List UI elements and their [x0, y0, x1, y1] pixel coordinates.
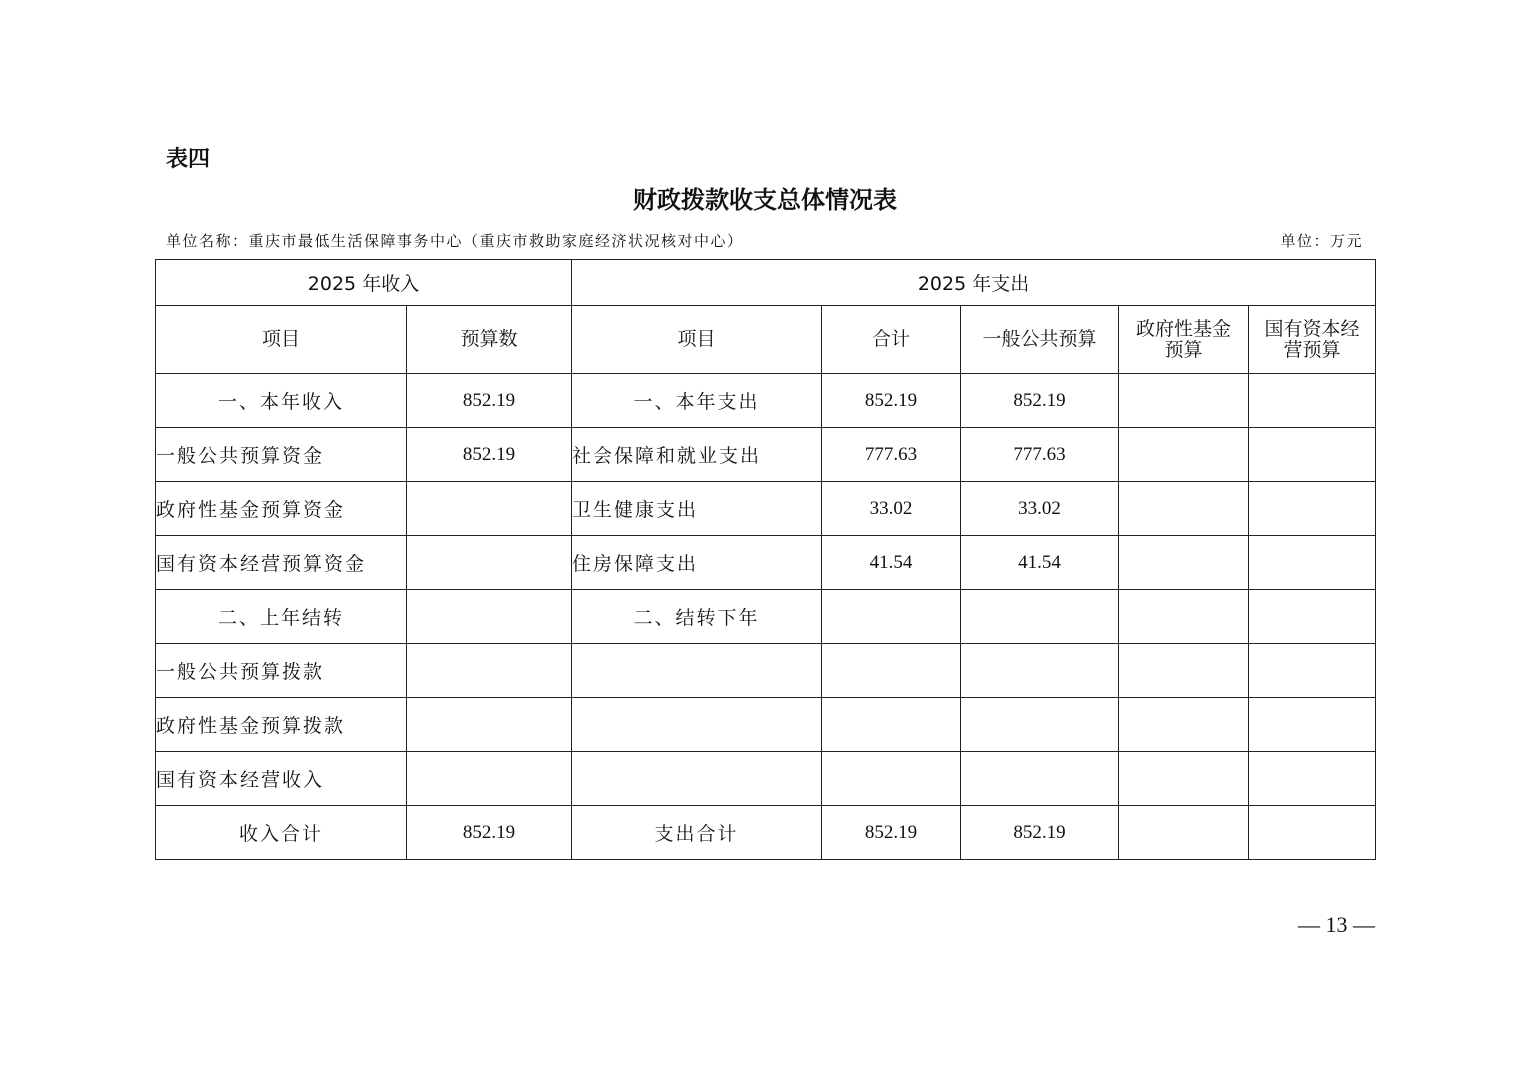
cell-income-item: 政府性基金预算拨款	[156, 698, 407, 752]
cell-general-public: 852.19	[961, 806, 1119, 860]
table-label: 表四	[166, 147, 211, 172]
cell-income-budget	[407, 536, 572, 590]
col-expense-item: 项目	[572, 306, 822, 374]
cell-expense-item: 卫生健康支出	[572, 482, 822, 536]
cell-total	[822, 752, 961, 806]
table-row	[156, 536, 1376, 590]
cell-total: 41.54	[822, 536, 961, 590]
cell-total	[822, 590, 961, 644]
cell-gov-fund	[1119, 644, 1249, 698]
cell-general-public	[961, 644, 1119, 698]
col-income-item: 项目	[156, 306, 407, 374]
cell-gov-fund	[1119, 752, 1249, 806]
cell-income-item: 收入合计	[156, 806, 407, 860]
cell-gov-fund	[1119, 590, 1249, 644]
table-row	[156, 482, 1376, 536]
data-rows	[156, 374, 1376, 860]
cell-expense-item: 社会保障和就业支出	[572, 428, 822, 482]
cell-income-budget: 852.19	[407, 806, 572, 860]
budget-table	[155, 259, 1376, 860]
table-row	[156, 644, 1376, 698]
cell-gov-fund	[1119, 428, 1249, 482]
cell-state-capital	[1249, 644, 1376, 698]
cell-gov-fund	[1119, 698, 1249, 752]
cell-income-budget	[407, 644, 572, 698]
cell-expense-item	[572, 698, 822, 752]
cell-total	[822, 644, 961, 698]
cell-income-budget: 852.19	[407, 428, 572, 482]
col-state-capital: 国有资本经营预算	[1249, 306, 1376, 374]
cell-expense-item: 支出合计	[572, 806, 822, 860]
cell-state-capital	[1249, 536, 1376, 590]
cell-income-budget	[407, 482, 572, 536]
cell-state-capital	[1249, 806, 1376, 860]
cell-expense-item: 住房保障支出	[572, 536, 822, 590]
cell-expense-item: 二、结转下年	[572, 590, 822, 644]
cell-income-budget	[407, 752, 572, 806]
cell-expense-item: 一、本年支出	[572, 374, 822, 428]
cell-general-public: 777.63	[961, 428, 1119, 482]
cell-income-item: 国有资本经营预算资金	[156, 536, 407, 590]
cell-state-capital	[1249, 482, 1376, 536]
table-row	[156, 590, 1376, 644]
cell-income-budget: 852.19	[407, 374, 572, 428]
col-general-public: 一般公共预算	[961, 306, 1119, 374]
cell-total: 33.02	[822, 482, 961, 536]
cell-general-public	[961, 590, 1119, 644]
cell-general-public	[961, 752, 1119, 806]
cell-income-item: 二、上年结转	[156, 590, 407, 644]
cell-expense-item	[572, 752, 822, 806]
table-row	[156, 374, 1376, 428]
cell-state-capital	[1249, 590, 1376, 644]
table-row	[156, 698, 1376, 752]
cell-general-public: 41.54	[961, 536, 1119, 590]
cell-income-item: 一般公共预算资金	[156, 428, 407, 482]
cell-state-capital	[1249, 752, 1376, 806]
cell-state-capital	[1249, 698, 1376, 752]
column-header-row	[156, 306, 1376, 374]
cell-state-capital	[1249, 374, 1376, 428]
currency-unit: 单位：万元	[1280, 232, 1363, 250]
cell-income-item: 一般公共预算拨款	[156, 644, 407, 698]
cell-general-public	[961, 698, 1119, 752]
cell-total: 852.19	[822, 374, 961, 428]
cell-gov-fund	[1119, 536, 1249, 590]
group-header-row	[156, 260, 1376, 306]
income-group-header: 2025 年收入	[156, 260, 572, 306]
col-total: 合计	[822, 306, 961, 374]
cell-income-budget	[407, 590, 572, 644]
table-row	[156, 428, 1376, 482]
cell-gov-fund	[1119, 482, 1249, 536]
cell-income-budget	[407, 698, 572, 752]
cell-income-item: 一、本年收入	[156, 374, 407, 428]
cell-state-capital	[1249, 428, 1376, 482]
cell-gov-fund	[1119, 374, 1249, 428]
cell-income-item: 政府性基金预算资金	[156, 482, 407, 536]
cell-general-public: 33.02	[961, 482, 1119, 536]
expense-group-header: 2025 年支出	[572, 260, 1376, 306]
cell-total: 777.63	[822, 428, 961, 482]
cell-gov-fund	[1119, 806, 1249, 860]
unit-name: 单位名称：重庆市最低生活保障事务中心（重庆市救助家庭经济状况核对中心）	[166, 232, 744, 250]
col-gov-fund: 政府性基金预算	[1119, 306, 1249, 374]
table-row	[156, 806, 1376, 860]
cell-general-public: 852.19	[961, 374, 1119, 428]
cell-expense-item	[572, 644, 822, 698]
cell-total	[822, 698, 961, 752]
page-number: — 13 —	[1298, 912, 1375, 937]
table-row	[156, 752, 1376, 806]
document-title: 财政拨款收支总体情况表	[633, 185, 897, 214]
cell-income-item: 国有资本经营收入	[156, 752, 407, 806]
col-income-budget: 预算数	[407, 306, 572, 374]
cell-total: 852.19	[822, 806, 961, 860]
